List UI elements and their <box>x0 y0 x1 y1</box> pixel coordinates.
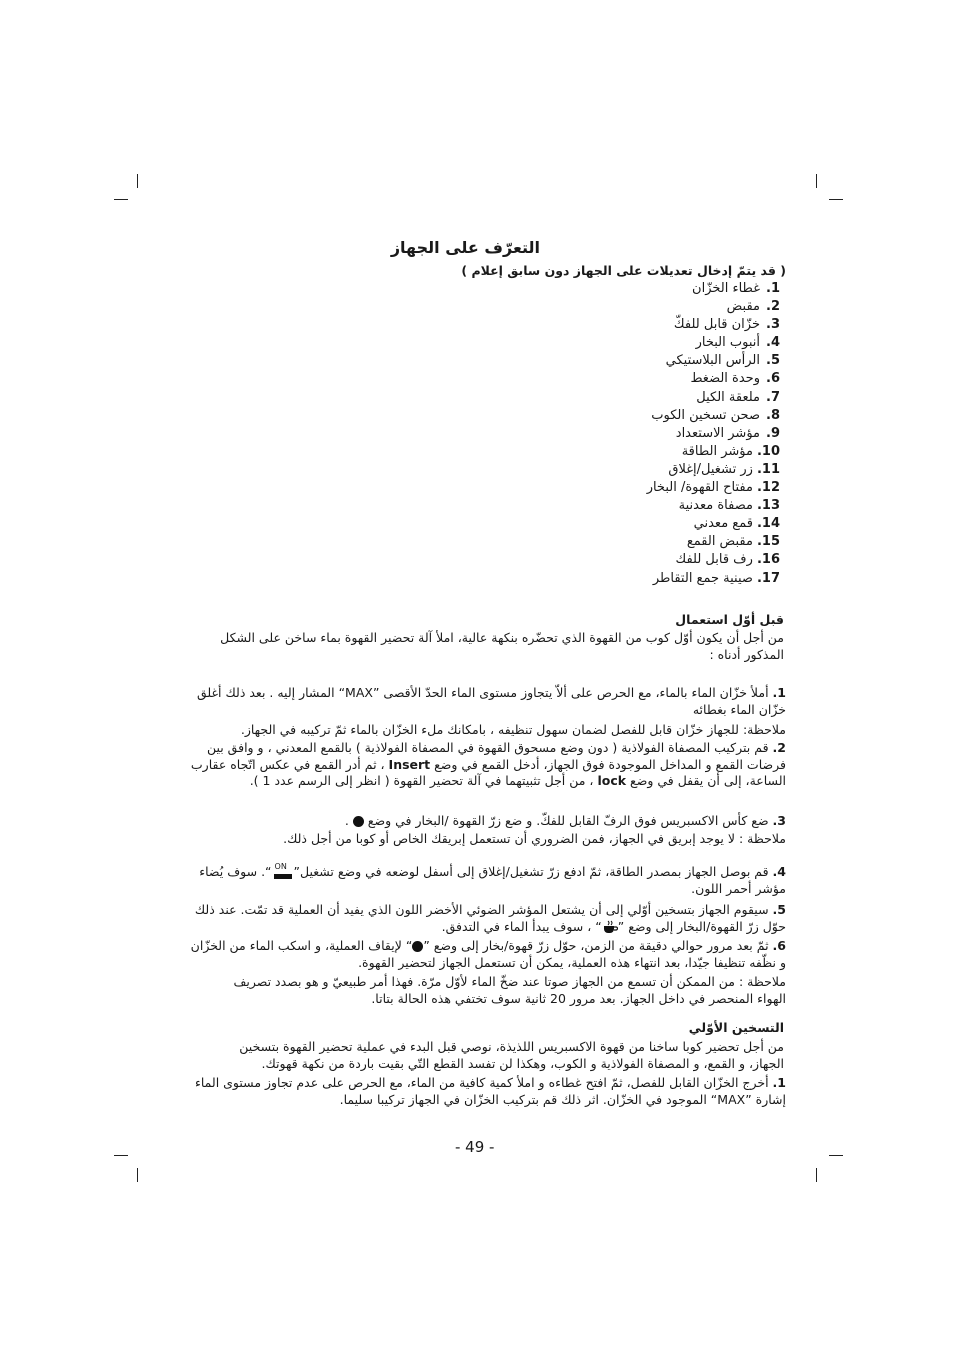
page-subtitle: ( قد يتمّ إدخال تعديلات على الجهاز دون سابق إعلام ) <box>461 263 786 278</box>
list-item: 7.ملعقة الكيل <box>696 389 780 405</box>
lock-label: lock <box>597 773 627 788</box>
note: ملاحظة : من الممكن أن تسمع من الجهاز صوتا عند ضخّ الماء لأوّل مرّة. فهذا أمر طبيعيّ و هو بصدد تصريف الهواء المنحصر في داخل الجهاز. بعد مرور 20 ثانية سوف تختفي هذه الحالة بتاتا. <box>233 974 786 1006</box>
list-item: 3.خزّان قابل للفكّ <box>673 317 780 333</box>
list-item: 9.مؤشر الاستعداد <box>675 425 780 441</box>
step-2: 2. قم بتركيب المصفاة الفولاذية ( دون وضع مسحوق القهوة في المصفاة الفولاذية ) بالقمع المعدني ، و وافق بين فرضات القمع و المداخل الموجودة فوق الجهاز، أدخل القمع في وضع Insert ، ثم أدر القمع في عكس اتّجاه عقارب الساعة، إلى أن يقفل في وضع lock ، من أجل تثبيتهما في آلة تحضير القهوة ( انظر إلى الرسم عدد 1 ). <box>190 740 786 788</box>
list-item: 2.مقبض <box>726 299 780 315</box>
page-number: - 49 - <box>455 1138 495 1156</box>
crop-mark <box>829 199 843 200</box>
list-item: 15.مقبض القمع <box>686 534 780 550</box>
insert-label: Insert <box>388 756 431 772</box>
list-item: 17.صينية جمع التقاطر <box>652 570 780 586</box>
crop-mark <box>137 1168 138 1182</box>
list-item: 4.أنبوب البخار <box>695 335 780 351</box>
crop-mark <box>816 1168 817 1182</box>
crop-mark <box>829 1155 843 1156</box>
list-item: 6.وحدة الضغط <box>690 371 780 387</box>
list-item: 13.مصفاة معدنية <box>678 498 780 514</box>
note: ملاحظة : لا يوجد إبريق في الجهاز، فمن الضروري أن تستعمل إبريقك الخاص أو كوبا من أجل ذلك. <box>283 831 786 846</box>
page-title: التعرّف على الجهاز <box>390 238 540 257</box>
list-item: 5.الرأس البلاستيكي <box>665 353 780 369</box>
step-1: 1. أملأ خزّان الماء بالماء، مع الحرص على ألاّ يتجاوز مستوى الماء الحدّ الأقصى ”MAX“ المشار إليه . بعد ذلك أغلق خزّان الماء بغطائه <box>196 685 786 717</box>
section-heading-preheating: التسخين الأوّلي <box>688 1020 784 1035</box>
intro-paragraph: من أجل أن يكون أوّل كوب من القهوة الذي تحضّره بنكهة عالية، املأ آلة تحضير القهوة بماء ساخن على الشكل المذكور أدناه : <box>220 630 784 662</box>
step-1: 1. أخرج الخزّان القابل للفصل، ثمّ افتح غطاءه و املأ كمية كافية من الماء، مع الحرص على عدم تجاوز مستوى الماء إشارة ”MAX“ الموجود في الخزّان. اثر ذلك قم بتركيب الخزّان في الجهاز تركيبا سليما. <box>194 1075 786 1107</box>
list-item: 11.زر تشغيل/إغلاق <box>668 461 780 477</box>
step-6: 6. ثمّ بعد مرور حوالي دقيقة من الزمن، حوّل زرّ قهوة/بخار إلى وضع ”“ لإيقاف العملية، و اسكب الماء من الخزّان و نظّفه تنظيفا جيّدا، بعد انتهاء هذه العملية، يمكن أن تستعمل الجهاز لتحضير القهوة. <box>190 938 786 970</box>
list-item: 1.غطاء الخزّان <box>692 281 780 296</box>
list-item: 12.مفتاح القهوة/ البخار <box>646 480 780 496</box>
intro-paragraph: من أجل تحضير كوبا ساخنا من قهوة الاكسبريس اللذيذة، نوصي قبل البدء في عملية تحضير القهوة بتسخين الجهاز، و القمع، و المصفاة الفولاذية و الكوب، وهكذا لن تفسد القطع التّي بقيت باردة من نكهة قهوتك. <box>239 1039 784 1071</box>
list-item: 8.صحن تسخين الكوب <box>651 407 780 423</box>
list-item: 16.رف قابل للفك <box>675 552 780 568</box>
note: ملاحظة: للجهاز خزّان قابل للفصل لضمان سهول تنظيفه ، بامكانك ملء الخزّان بالماء ثمّ تركيبه في الجهاز. <box>240 722 786 737</box>
step-3: 3. ضع كأس الاكسبريس فوق الرفّ القابل للفكّ. و ضع زرّ القهوة /البخار في وضع . <box>344 813 786 828</box>
step-4: 4. قم بوصل الجهاز بمصدر الطاقة، ثمّ ادفع زرّ تشغيل/إغلاق إلى أسفل لوضعه في وضع تشغيل” ON “. سوف يُضاء مؤشر أحمر اللون. <box>199 861 786 896</box>
list-item: 10.مؤشر الطاقة <box>681 443 780 459</box>
power-on-icon: ON <box>272 865 294 881</box>
crop-mark <box>114 1155 128 1156</box>
list-item: 14.قمع معدني <box>693 516 780 532</box>
crop-mark <box>816 174 817 188</box>
crop-mark <box>114 199 128 200</box>
crop-mark <box>137 174 138 188</box>
parts-list <box>647 280 780 588</box>
section-heading-before-first-use: قبل أوّل استعمال <box>675 612 784 627</box>
coffee-cup-icon <box>602 920 618 934</box>
black-dot-icon <box>353 816 364 827</box>
step-5: 5. سيقوم الجهاز بتسخين أوّلي إلى أن يشتعل المؤشر الضوئي الأخضر اللون الذي يفيد أن العملية قد تمّت. عند ذلك حوّل زرّ القهوة/البخار إلى وضع ”“ ، سوف يبدأ الماء في التدفق. <box>194 902 786 934</box>
black-dot-icon <box>412 941 423 952</box>
